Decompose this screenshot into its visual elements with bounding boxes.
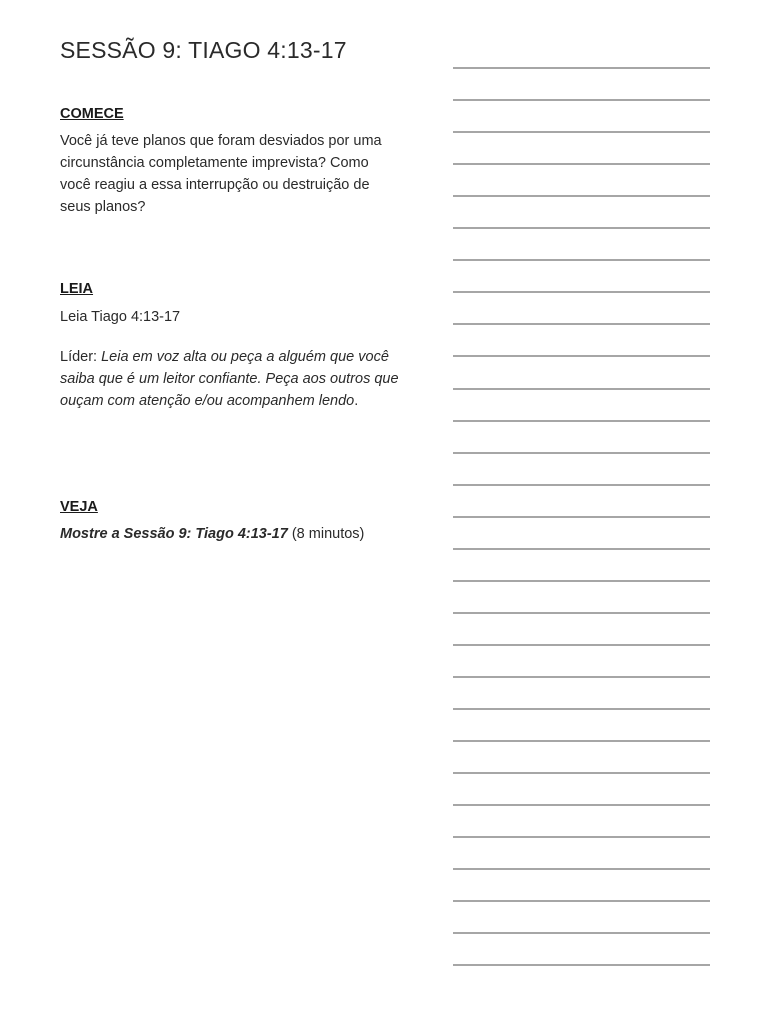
comece-question: Você já teve planos que foram desviados por uma circunstância completamente imprevista? Como você reagiu a essa interrupção ou destruição de seus planos?	[60, 133, 382, 215]
note-line	[453, 772, 710, 774]
note-lines-area[interactable]	[453, 0, 710, 1024]
note-line	[453, 676, 710, 678]
note-line	[453, 323, 710, 325]
section-heading-comece: COMECE	[60, 106, 124, 122]
note-line	[453, 355, 710, 357]
note-line	[453, 548, 710, 550]
note-line	[453, 740, 710, 742]
leader-label: Líder:	[60, 349, 102, 365]
leader-instruction-end: .	[354, 393, 359, 409]
note-line	[453, 452, 710, 454]
note-line	[453, 836, 710, 838]
leader-instruction: Leia em voz alta ou peça a alguém que você saiba que é um leitor confiante. Peça aos outros que ouçam com atenção e/ou acompanhem lendo	[60, 349, 399, 409]
section-heading-veja: VEJA	[60, 499, 98, 515]
note-line	[453, 644, 710, 646]
section-leia	[60, 281, 400, 412]
note-line	[453, 516, 710, 518]
video-duration: (8 minutos)	[287, 526, 365, 542]
note-line	[453, 227, 710, 229]
leader-note	[60, 346, 400, 412]
note-line	[453, 612, 710, 614]
section-veja	[60, 499, 400, 545]
note-line	[453, 484, 710, 486]
note-line	[453, 900, 710, 902]
section-comece	[60, 106, 400, 218]
note-line	[453, 708, 710, 710]
reading-reference: Leia Tiago 4:13-17	[60, 309, 181, 325]
video-line	[60, 523, 400, 545]
note-line	[453, 388, 710, 390]
note-line	[453, 195, 710, 197]
note-line	[453, 932, 710, 934]
note-line	[453, 99, 710, 101]
note-line	[453, 804, 710, 806]
page-title: SESSÃO 9: TIAGO 4:13-17	[60, 37, 347, 63]
note-line	[453, 580, 710, 582]
note-line	[453, 131, 710, 133]
note-line	[453, 259, 710, 261]
video-title: Mostre a Sessão 9: Tiago 4:13-17	[60, 526, 288, 542]
section-heading-leia: LEIA	[60, 281, 94, 297]
note-line	[453, 67, 710, 69]
note-line	[453, 163, 710, 165]
note-line	[453, 291, 710, 293]
note-line	[453, 964, 710, 966]
note-line	[453, 420, 710, 422]
note-line	[453, 868, 710, 870]
